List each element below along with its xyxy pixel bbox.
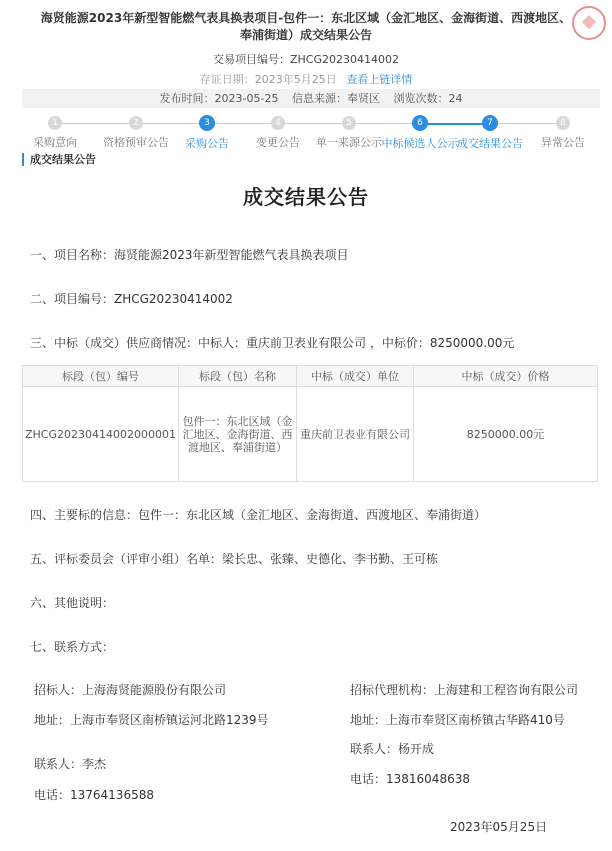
main-subject-info: 四、主要标的信息：包件一：东北区域（金汇地区、金海街道、西渡地区、奉浦街道） bbox=[30, 508, 487, 522]
col-header-price: 中标（成交）价格 bbox=[414, 366, 598, 387]
committee-list: 五、评标委员会（评审小组）名单：梁长忠、张臻、史德化、李书勤、王可栋 bbox=[30, 552, 439, 566]
publish-time: 发布时间：2023-05-25 bbox=[159, 92, 279, 105]
project-number: 交易项目编号：ZHCG20230414002 bbox=[213, 53, 399, 66]
step-number: 8 bbox=[556, 116, 570, 130]
project-name: 一、项目名称：海贤能源2023年新型智能燃气表具换表项目 bbox=[30, 248, 349, 262]
info-source: 信息来源：奉贤区 bbox=[291, 92, 380, 105]
tenderer-phone: 电话：13764136588 bbox=[34, 788, 154, 802]
winner-info: 三、中标（成交）供应商情况：中标人：重庆前卫表业有限公司 ，中标价：8250000.00元 bbox=[30, 336, 515, 350]
cell-price: 8250000.00元 bbox=[414, 387, 598, 482]
other-notes: 六、其他说明： bbox=[30, 596, 115, 610]
step-number: 3 bbox=[199, 115, 215, 131]
agency-address: 地址：上海市奉贤区南桥镇古华路410号 bbox=[350, 713, 565, 727]
table-row bbox=[23, 387, 598, 482]
cell-unit: 重庆前卫表业有限公司 bbox=[297, 387, 414, 482]
step-number: 1 bbox=[48, 116, 62, 130]
step-number: 5 bbox=[342, 116, 356, 130]
project-code: 二、项目编号：ZHCG20230414002 bbox=[30, 292, 233, 306]
step-number: 2 bbox=[129, 116, 143, 130]
record-date: 存证日期：2023年5月25日 bbox=[199, 73, 337, 86]
step-label: 采购意向 bbox=[33, 136, 77, 149]
info-bar bbox=[22, 89, 600, 108]
step-number: 4 bbox=[271, 116, 285, 130]
step-label: 采购公告 bbox=[185, 137, 229, 150]
record-date-line bbox=[0, 71, 612, 87]
cell-name: 包件一：东北区域（金汇地区、金海街道、西渡地区、奉浦街道） bbox=[179, 387, 297, 482]
contact-heading: 七、联系方式： bbox=[30, 640, 115, 654]
bid-result-table bbox=[22, 365, 598, 482]
cell-code: ZHCG20230414002000001 bbox=[23, 387, 179, 482]
col-header-code: 标段（包）编号 bbox=[23, 366, 179, 387]
seal-icon bbox=[572, 6, 606, 40]
table-header-row bbox=[23, 366, 598, 387]
agency-contact: 联系人：杨开成 bbox=[350, 742, 435, 756]
tenderer-address: 地址：上海市奉贤区南桥镇运河北路1239号 bbox=[34, 713, 269, 727]
step-label: 变更公告 bbox=[256, 136, 300, 149]
notice-date: 2023年05月25日 bbox=[450, 820, 548, 834]
step-label: 成交结果公告 bbox=[457, 137, 523, 150]
view-count: 浏览次数：24 bbox=[393, 92, 463, 105]
step-8[interactable] bbox=[518, 116, 608, 150]
col-header-unit: 中标（成交）单位 bbox=[297, 366, 414, 387]
tenderer-contact: 联系人：李杰 bbox=[34, 757, 107, 771]
step-1[interactable] bbox=[10, 116, 100, 150]
section-label: 成交结果公告 bbox=[22, 153, 96, 166]
step-label: 异常公告 bbox=[541, 136, 585, 149]
step-label: 单一来源公示 bbox=[316, 136, 382, 149]
agency-name: 招标代理机构：上海建和工程咨询有限公司 bbox=[350, 683, 579, 697]
document-title: 成交结果公告 bbox=[243, 185, 369, 209]
page-title: 海贤能源2023年新型智能燃气表具换表项目-包件一：东北区域（金汇地区、金海街道、西渡地区、奉浦街道）成交结果公告 bbox=[40, 11, 572, 42]
tenderer-name: 招标人：上海海贤能源股份有限公司 bbox=[34, 683, 227, 697]
chain-detail-link[interactable]: 查看上链详情 bbox=[346, 73, 413, 86]
agency-phone: 电话：13816048638 bbox=[350, 772, 470, 786]
step-label: 资格预审公告 bbox=[103, 136, 169, 149]
step-label: 中标候选人公示 bbox=[381, 137, 459, 150]
step-number: 7 bbox=[482, 115, 498, 131]
col-header-name: 标段（包）名称 bbox=[179, 366, 297, 387]
step-number: 6 bbox=[412, 115, 428, 131]
